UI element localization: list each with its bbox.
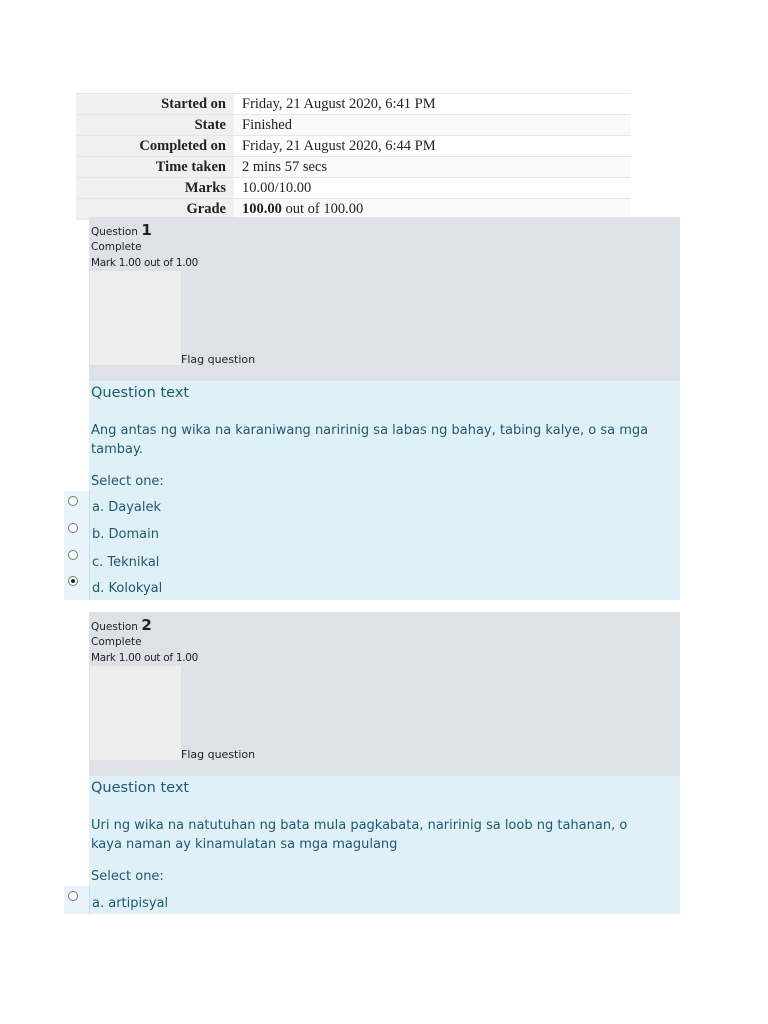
answer-option-b[interactable]: b. Domain	[92, 527, 159, 542]
question-2	[64, 612, 680, 914]
summary-label: Completed on	[76, 136, 234, 157]
summary-label: State	[76, 115, 234, 136]
flag-question-link[interactable]: Flag question	[181, 353, 256, 366]
summary-label: Started on	[76, 94, 234, 115]
answer-option-a[interactable]: a. artipisyal	[92, 896, 169, 911]
summary-row-completed	[76, 136, 631, 157]
question-number-value: 2	[141, 616, 152, 634]
question-grade: Mark 1.00 out of 1.00	[91, 257, 199, 269]
radio-option-c[interactable]	[68, 550, 78, 560]
options-divider	[89, 491, 90, 600]
summary-value: Friday, 21 August 2020, 6:44 PM	[234, 136, 631, 157]
question-info	[89, 612, 680, 776]
answer-option-c[interactable]: c. Teknikal	[92, 555, 160, 570]
flag-icon[interactable]	[90, 666, 181, 760]
summary-row-marks	[76, 178, 631, 199]
answer-option-a[interactable]: a. Dayalek	[92, 500, 162, 515]
question-number: Question 1	[91, 221, 152, 239]
question-content	[89, 381, 680, 600]
question-state: Complete	[91, 636, 142, 648]
question-text-heading: Question text	[91, 385, 190, 401]
question-content	[89, 776, 680, 914]
attempt-summary-table	[76, 93, 631, 220]
question-text: Uri ng wika na natutuhan ng bata mula pagkabata, naririnig sa loob ng tahanan, o kaya naman ay kinamulatan sa mga magulang	[91, 818, 628, 852]
summary-value: 2 mins 57 secs	[234, 157, 631, 178]
summary-row-time-taken	[76, 157, 631, 178]
flag-question-link[interactable]: Flag question	[181, 748, 256, 761]
question-info	[89, 217, 680, 381]
radio-option-d-selected[interactable]	[68, 576, 78, 586]
summary-label: Marks	[76, 178, 234, 199]
summary-row-started	[76, 94, 631, 115]
summary-value: 10.00/10.00	[234, 178, 631, 199]
question-text-heading: Question text	[91, 780, 190, 796]
grade-score: 100.00	[242, 200, 282, 217]
question-1	[64, 217, 680, 600]
flag-icon[interactable]	[90, 271, 181, 365]
options-divider	[89, 886, 90, 914]
select-one-prompt: Select one:	[91, 869, 164, 884]
summary-value: Friday, 21 August 2020, 6:41 PM	[234, 94, 631, 115]
select-one-prompt: Select one:	[91, 474, 164, 489]
radio-option-b[interactable]	[68, 523, 78, 533]
grade-out-of: out of 100.00	[281, 200, 364, 217]
question-state: Complete	[91, 241, 142, 253]
radio-option-a[interactable]	[68, 891, 78, 901]
question-text: Ang antas ng wika na karaniwang naririnig sa labas ng bahay, tabing kalye, o sa mga tambay.	[91, 423, 649, 457]
question-number: Question 2	[91, 616, 152, 634]
summary-value: Finished	[234, 115, 631, 136]
question-grade: Mark 1.00 out of 1.00	[91, 652, 199, 664]
answer-option-d[interactable]: d. Kolokyal	[92, 581, 163, 596]
options-gutter	[64, 886, 89, 914]
radio-option-a[interactable]	[68, 496, 78, 506]
summary-row-state	[76, 115, 631, 136]
question-number-value: 1	[141, 221, 152, 239]
summary-label: Grade	[76, 199, 234, 220]
summary-label: Time taken	[76, 157, 234, 178]
